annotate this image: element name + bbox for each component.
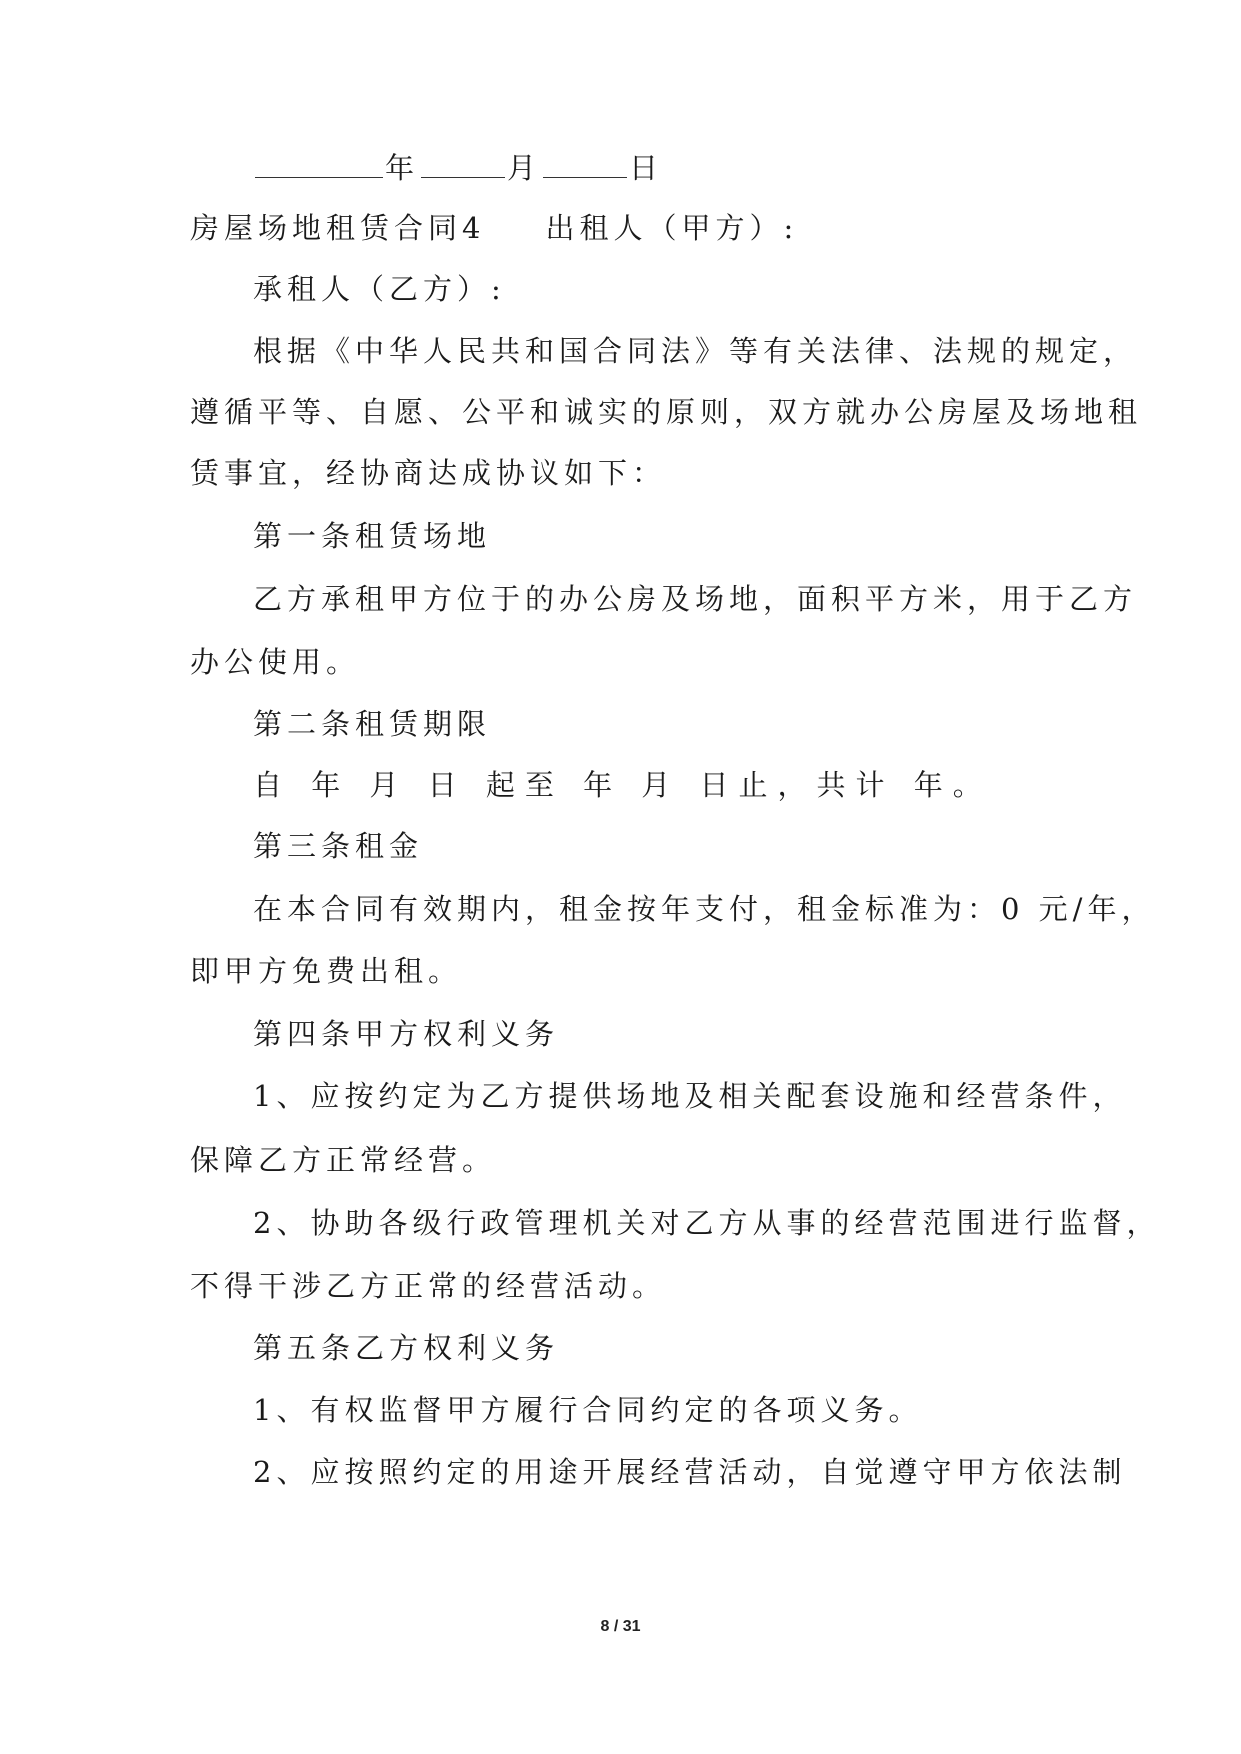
paragraph-line: 办公使用。: [190, 645, 361, 679]
date-line: [253, 147, 1241, 187]
year-label: 年: [385, 151, 420, 185]
paragraph-line: 乙方承租甲方位于的办公房及场地，面积平方米，用于乙方: [253, 582, 1138, 616]
paragraph-line: 2、应按照约定的用途开展经营活动，自觉遵守甲方依法制: [253, 1455, 1127, 1489]
paragraph-line: 赁事宜，经协商达成协议如下：: [190, 456, 667, 490]
section-heading: 第二条租赁期限: [253, 707, 492, 741]
paragraph-line: 即甲方免费出租。: [190, 954, 463, 988]
paragraph-line: 保障乙方正常经营。: [190, 1143, 497, 1177]
paragraph-line: 不得干涉乙方正常的经营活动。: [190, 1269, 667, 1303]
paragraph-line: 自 年 月 日 起至 年 月 日止，共计 年。: [253, 768, 992, 802]
section-heading: 第四条甲方权利义务: [253, 1017, 560, 1051]
section-heading: 第一条租赁场地: [253, 519, 492, 553]
paragraph-line: 根据《中华人民共和国合同法》等有关法律、法规的规定，: [253, 334, 1138, 368]
year-blank: [255, 147, 383, 178]
contract-title: 房屋场地租赁合同4: [190, 211, 486, 245]
page-number: 8 / 31: [600, 1618, 641, 1635]
day-blank: [543, 147, 627, 178]
section-heading: 第三条租金: [253, 829, 424, 863]
section-heading: 第五条乙方权利义务: [253, 1331, 560, 1365]
month-label: 月: [507, 151, 542, 185]
paragraph-line: 1、应按约定为乙方提供场地及相关配套设施和经营条件，: [253, 1079, 1127, 1113]
day-label: 日: [629, 151, 664, 185]
lessor-label: 出租人（甲方）:: [545, 211, 799, 245]
paragraph-line: 2、协助各级行政管理机关对乙方从事的经营范围进行监督，: [253, 1206, 1161, 1240]
paragraph-line: 遵循平等、自愿、公平和诚实的原则，双方就办公房屋及场地租: [190, 395, 1143, 429]
paragraph-line: 在本合同有效期内，租金按年支付，租金标准为：0 元/年，: [253, 892, 1156, 926]
contract-header-line: [190, 208, 1241, 248]
paragraph-line: 1、有权监督甲方履行合同约定的各项义务。: [253, 1393, 923, 1427]
lessee-label: 承租人（乙方）:: [253, 272, 506, 306]
month-blank: [421, 147, 505, 178]
